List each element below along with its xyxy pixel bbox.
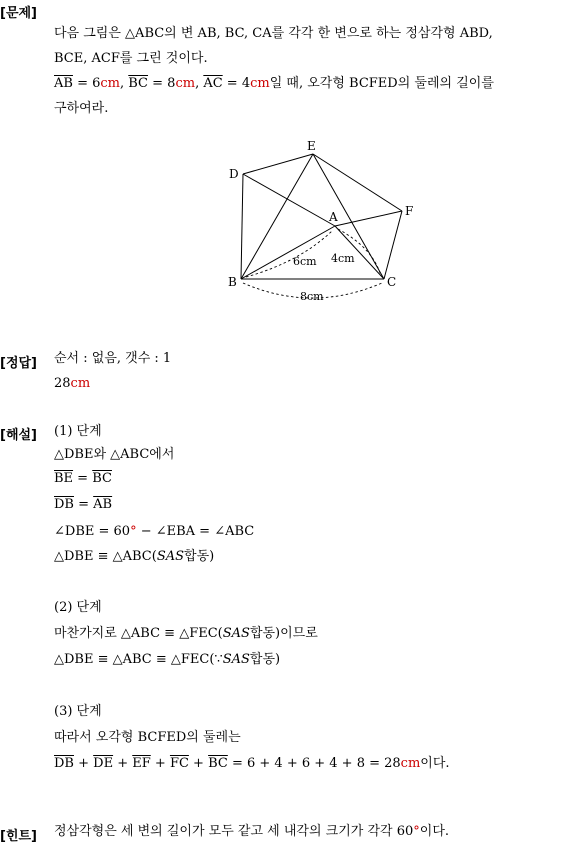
sas-text: SAS [222,652,250,667]
length-label-ac: 4cm [331,252,355,265]
answer-number: 28 [54,376,71,391]
problem-line-3-tail: 일 때, 오각형 BCFED의 둘레의 길이를 [269,76,494,91]
congruence-pre: △DBE ≡ △ABC ≡ △FEC(∵ [54,652,223,667]
segment-be-line [241,154,313,279]
segment-ef: $\overline{EF}$ [132,756,151,771]
problem-line-2: BCE, ACF를 그린 것이다. [54,51,208,66]
segment-bc: $\overline{BC}$ [92,471,112,486]
eq-ab: = 6 [72,76,101,91]
step-1-heading: (1) 단계 [54,424,102,439]
answer-order: 순서 : 없음, 갯수 : 1 [54,351,172,366]
hint-pre: 정삼각형은 세 변의 길이가 모두 같고 세 내각의 크기가 각각 60 [54,824,414,839]
point-label-d: D [229,167,239,181]
step-1-line-4 [54,523,254,541]
equals: = [73,497,94,512]
angle-expression: ∠DBE = 60 [54,524,131,539]
congruence-post: 합동) [249,652,281,667]
point-label-b: B [228,275,237,289]
hint-post: 이다. [419,824,450,839]
sas-text: SAS [222,626,250,641]
segment-fe-line [313,154,402,211]
eq-ac: = 4 [222,76,251,91]
congruence-pre: △DBE ≡ △ABC( [54,549,157,564]
segment-ab-line [241,226,335,279]
unit-cm: cm [250,76,270,91]
segment-ac-line [335,226,384,279]
step-3-heading: (3) 단계 [54,704,102,719]
problem-line-1: 다음 그림은 △ABC의 변 AB, BC, CA를 각각 한 변으로 하는 정삼각형 ABD, [54,26,493,41]
segment-db: $\overline{DB}$ [54,756,74,771]
segment-bc: $\overline{BC}$ [208,756,228,771]
segment-bc: $\overline{BC}$ [128,76,149,91]
problem-label: [문제] [0,6,37,21]
length-label-bc: 8cm [300,290,324,303]
congruence-post: 합동)이므로 [249,626,318,641]
hint-text [54,823,449,841]
step-2-line-2 [54,651,280,669]
unit-cm: cm [100,76,120,91]
segment-ab: $\overline{AB}$ [93,497,113,512]
sas-text: SAS [156,549,185,564]
point-label-e: E [307,139,316,153]
step-2-line-1 [54,625,318,643]
segment-ed-line [243,154,313,174]
segment-ac: $\overline{AC}$ [203,76,223,91]
point-label-f: F [405,204,414,218]
problem-line-4: 구하여라. [54,101,109,116]
arc-ab [246,230,333,277]
plus: + [150,756,170,771]
segment-db-line [241,174,243,279]
perimeter-sum: = 6 + 4 + 6 + 4 + 8 = 28 [227,756,401,771]
plus: + [73,756,94,771]
plus: + [188,756,209,771]
step-1-line-2 [54,470,112,488]
segment-ab: $\overline{AB}$ [54,76,73,91]
step-3-line-2 [54,755,450,773]
congruence-pre: 마찬가지로 △ABC ≡ △FEC( [54,626,223,641]
arc-bc [243,283,382,298]
length-label-ab: 6cm [293,255,317,268]
answer-value [54,375,90,393]
sentence-end: 이다. [420,756,450,771]
step-2-heading: (2) 단계 [54,600,102,615]
segment-fc: $\overline{FC}$ [169,756,189,771]
step-3-line-1: 따라서 오각형 BCFED의 둘레는 [54,730,241,745]
problem-line-3 [54,75,494,93]
unit-cm: cm [175,76,196,91]
degree-symbol: ° [413,824,420,839]
segment-db: $\overline{DB}$ [54,497,74,512]
congruence-post: 합동) [184,549,215,564]
arc-ac [338,229,381,276]
eq-bc: = 8 [148,76,176,91]
segment-be: $\overline{BE}$ [54,471,74,486]
step-1-line-3 [54,496,112,514]
segment-af-line [335,211,402,226]
solution-label: [해설] [0,428,37,443]
separator: , [195,76,204,91]
separator: , [120,76,129,91]
answer-label: [정답] [0,356,37,371]
segment-ec-line [313,154,384,279]
degree-symbol: ° [130,524,137,539]
segment-de: $\overline{DE}$ [93,756,114,771]
segment-da-line [243,174,335,226]
equals: = [73,471,93,486]
segment-cf-line [384,211,402,279]
point-label-a: A [329,210,338,224]
point-label-c: C [387,275,397,289]
step-1-line-5 [54,548,214,566]
angle-expression-tail: − ∠EBA = ∠ABC [136,524,255,539]
answer-unit: cm [70,376,91,391]
step-1-line-1: △DBE와 △ABC에서 [54,447,175,462]
hint-label: [힌트] [0,829,37,844]
unit-cm: cm [400,756,421,771]
plus: + [113,756,133,771]
